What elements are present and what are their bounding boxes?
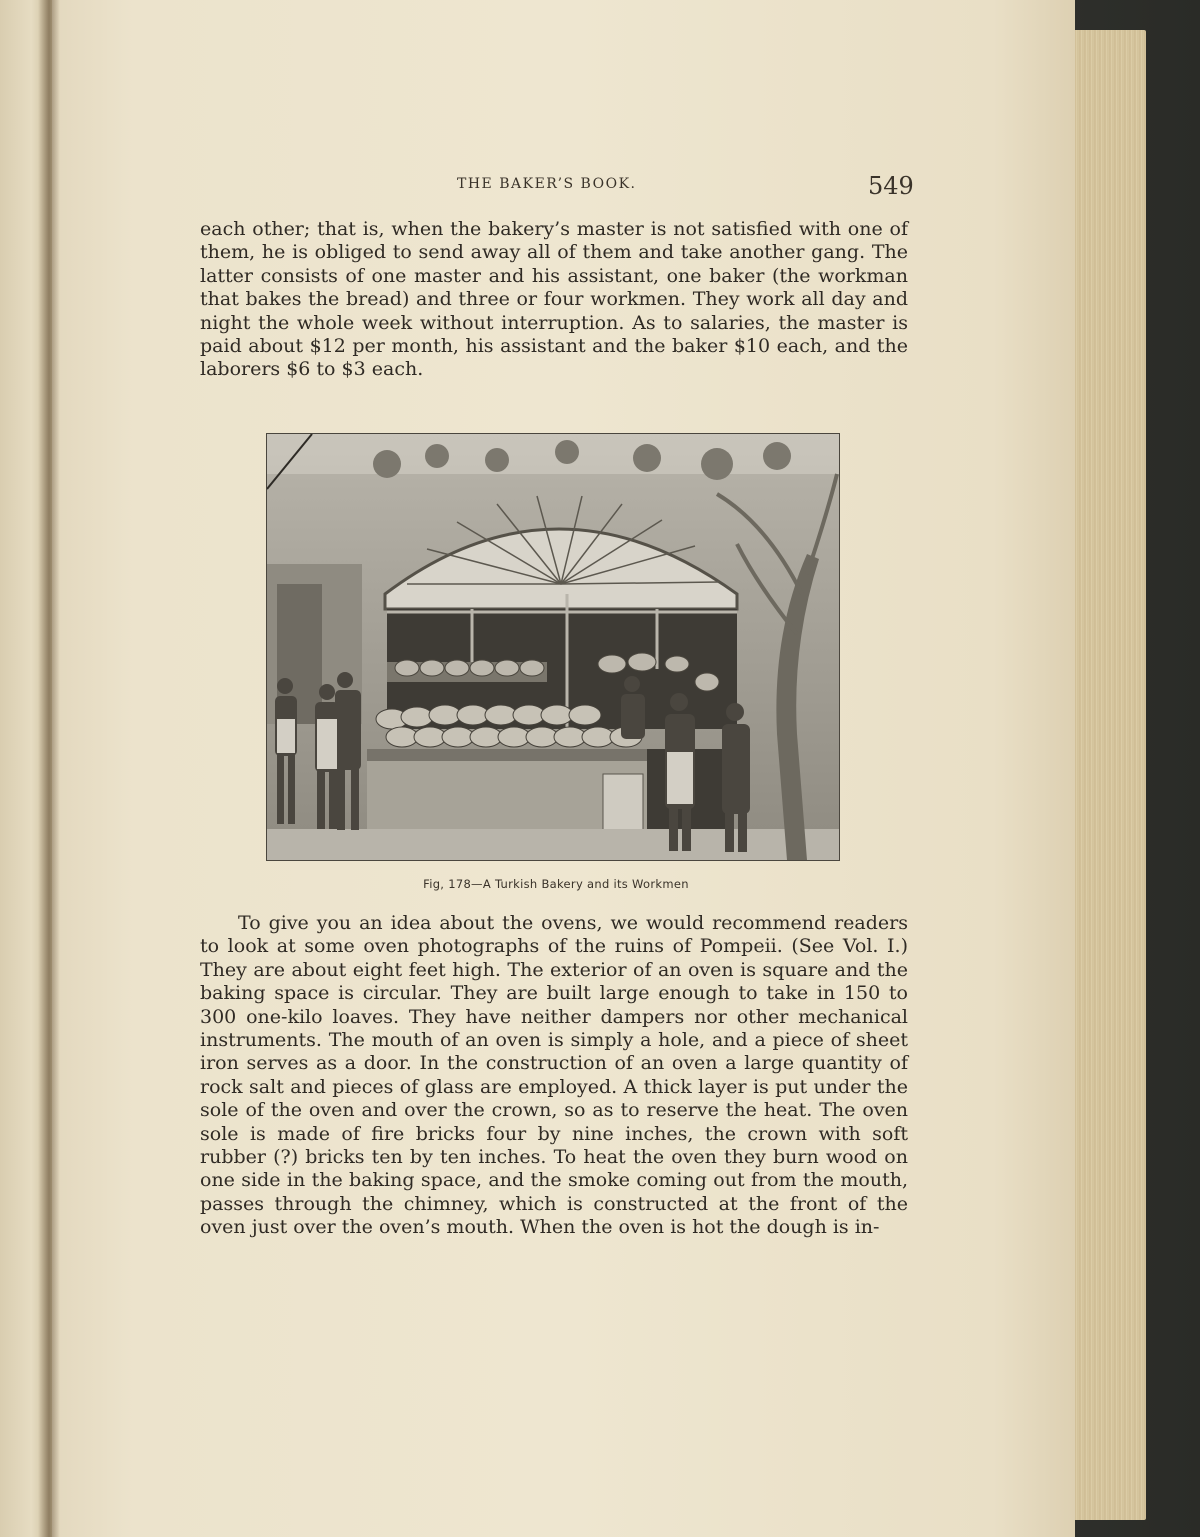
figure-caption-text: Fig, 178—A Turkish Bakery and its Workmen <box>423 877 689 891</box>
running-head: THE BAKER’S BOOK. <box>457 176 637 192</box>
book-gutter <box>38 0 60 1537</box>
bakery-photo-drawing <box>267 434 839 860</box>
paragraph-1: each other; that is, when the bakery’s master is not satisfied with one of them, he is obliged to send away all of them and take another gang. The latter consists of one master and his assistant, one baker (the workman that bakes the bread) and three or four workmen. They work all day and night the whole week without interruption. As to salaries, the master is paid about $12 per month, his assistant and the baker $10 each, and the laborers $6 to $3 each. <box>200 218 908 381</box>
page-number: 549 <box>868 172 914 200</box>
figure-caption <box>0 877 1200 891</box>
page-header <box>0 172 1200 202</box>
page-stack-edge <box>1068 30 1146 1520</box>
bakery-photograph <box>266 433 840 861</box>
paragraph-2: To give you an idea about the ovens, we would recommend readers to look at some oven photographs of the ruins of Pompeii. (See Vol. I.) They are about eight feet high. The exterior of an oven is square and the baking space is circular. They are built large enough to take in 150 to 300 one-kilo loaves. They have neither dampers nor other mechanical instruments. The mouth of an oven is simply a hole, and a piece of sheet iron serves as a door. In the construction of an oven a large quantity of rock salt and pieces of glass are employed. A thick layer is put under the sole of the oven and over the crown, so as to reserve the heat. The oven sole is made of fire bricks four by nine inches, the crown with soft rubber (?) bricks ten by ten inches. To heat the oven they burn wood on one side in the baking space, and the smoke coming out from the mouth, passes through the chimney, which is constructed at the front of the oven just over the oven’s mouth. When the oven is hot the dough is in- <box>200 912 908 1239</box>
